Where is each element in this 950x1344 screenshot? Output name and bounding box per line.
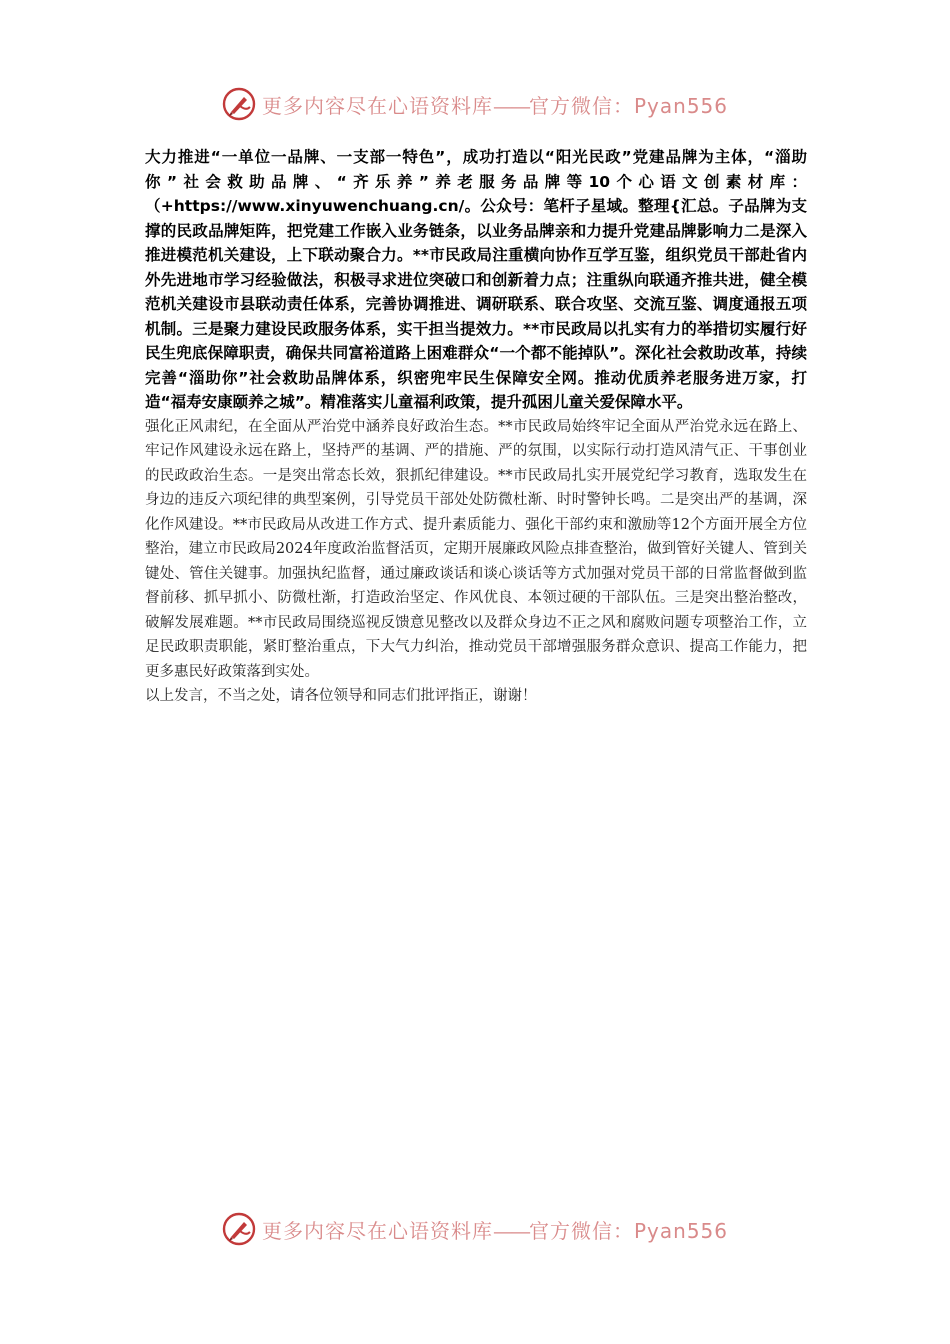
paragraph-closing: 以上发言，不当之处，请各位领导和同志们批评指正，谢谢！	[145, 688, 537, 704]
paragraph-discipline: 强化正风肃纪，在全面从严治党中涵养良好政治生态。**市民政局始终牢记全面从严治党永远在路上、牢记作风建设永远在路上，坚持严的基调、严的措施、严的氛围，以实际行动打造风清气正、干事创业的民政政治生态。一是突出常态长效，狠抓纪律建设。**市民政局扎实开展党纪学习教育，选取发生在身边的违反六项纪律的典型案例，引导党员干部处处防微杜渐、时时警钟长鸣。二是突出严的基调，深化作风建设。**市民政局从改进工作方式、提升素质能力、强化干部约束和激励等12个方面开展全方位整治，建立市民政局2024年度政治监督活页，定期开展廉政风险点排查整治，做到管好关键人、管到关键处、管住关键事。加强执纪监督，通过廉政谈话和谈心谈话等方式加强对党员干部的日常监督做到监督前移、抓早抓小、防微杜渐，打造政治坚定、作风优良、本领过硬的干部队伍。三是突出整治整改，破解发展难题。**市民政局围绕巡视反馈意见整改以及群众身边不正之风和腐败问题专项整治工作，立足民政职责职能，紧盯整治重点，下大气力纠治，推动党员干部增强服务群众意识、提高工作能力，把更多惠民好政策落到实处。	[145, 418, 807, 680]
header-watermark	[0, 82, 950, 126]
document-body	[145, 145, 807, 709]
pen-logo-icon	[222, 87, 256, 121]
paragraph-brand-building: 大力推进“一单位一品牌、一支部一特色”，成功打造以“阳光民政”党建品牌为主体，“淄助你”社会救助品牌、“齐乐养”养老服务品牌等10个心语文创素材库：（+https://www.xinyuwenchuang.cn/。公众号：笔杆子星域。整理{汇总。子品牌为支撑的民政品牌矩阵，把党建工作嵌入业务链条，以业务品牌亲和力提升党建品牌影响力二是深入推进模范机关建设，上下联动聚合力。**市民政局注重横向协作互学互鉴，组织党员干部赴省内外先进地市学习经验做法，积极寻求进位突破口和创新着力点；注重纵向联通齐推共进，健全模范机关建设市县联动责任体系，完善协调推进、调研联系、联合攻坚、交流互鉴、调度通报五项机制。三是聚力建设民政服务体系，实干担当提效力。**市民政局以扎实有力的举措切实履行好民生兜底保障职责，确保共同富裕道路上困难群众“一个都不能掉队”。深化社会救助改革，持续完善“淄助你”社会救助品牌体系，织密兜牢民生保障安全网。推动优质养老服务进万家，打造“福寿安康颐养之城”。精准落实儿童福利政策，提升孤困儿童关爱保障水平。	[145, 148, 807, 411]
pen-logo-icon	[222, 1212, 256, 1246]
footer-watermark	[0, 1207, 950, 1251]
watermark-text: 更多内容尽在心语资料库——官方微信：Pyan556	[261, 93, 728, 118]
watermark-text: 更多内容尽在心语资料库——官方微信：Pyan556	[261, 1218, 728, 1243]
